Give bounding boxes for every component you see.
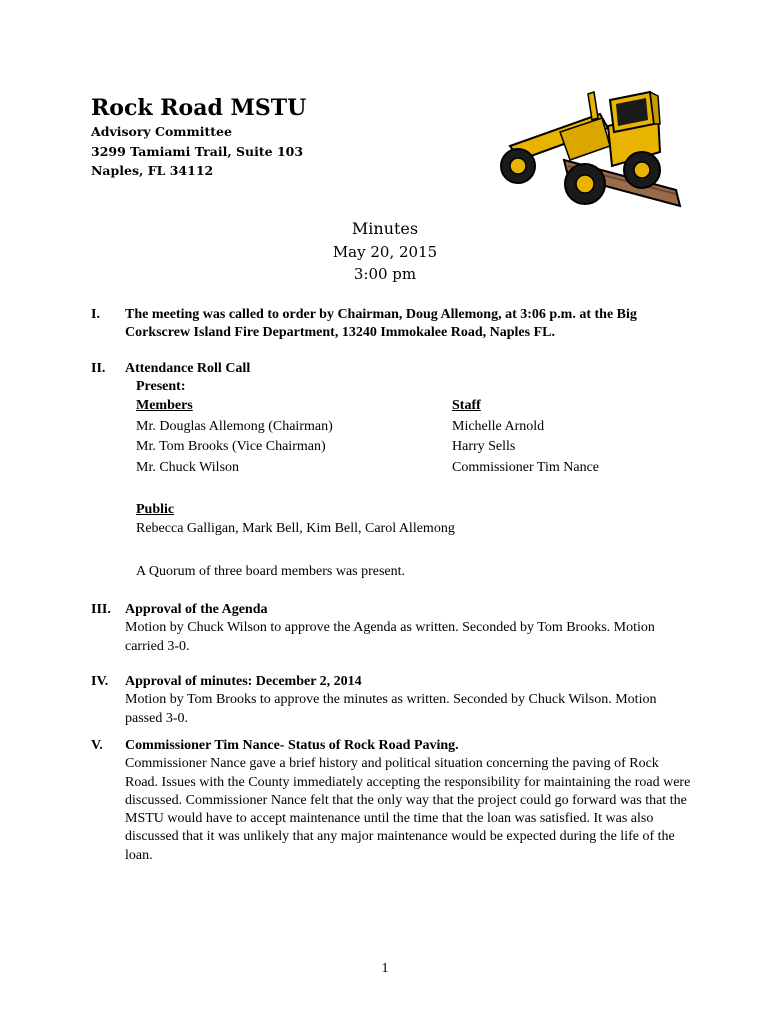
staff-name: Harry Sells	[452, 439, 516, 454]
section-call-to-order	[91, 306, 691, 343]
member-name: Mr. Chuck Wilson	[136, 459, 240, 475]
section-number: V.	[91, 738, 103, 753]
organization-name: Rock Road MSTU	[91, 95, 307, 121]
member-name: Mr. Tom Brooks (Vice Chairman)	[136, 439, 326, 454]
present-label: Present:	[136, 379, 186, 395]
public-heading: Public	[136, 502, 175, 517]
section-attendance	[91, 360, 691, 590]
meeting-time: 3:00 pm	[353, 265, 417, 283]
section-title: Approval of the Agenda	[125, 602, 268, 617]
section-number: I.	[91, 307, 100, 322]
address-line-1: 3299 Tamiami Trail, Suite 103	[91, 143, 304, 159]
address-line-2: Naples, FL 34112	[91, 163, 214, 178]
section-number: IV.	[91, 674, 109, 689]
section-text: Motion by Tom Brooks to approve the minutes as written. Seconded by Chuck Wilson. Motion passed 3-0.	[125, 692, 657, 726]
staff-column	[452, 396, 599, 478]
page-number: 1	[381, 961, 389, 976]
section-number: II.	[91, 361, 106, 376]
document-title: Minutes	[351, 219, 419, 238]
section-agenda-approval	[91, 601, 691, 656]
section-title: Attendance Roll Call	[125, 361, 251, 376]
section-title: Approval of minutes: December 2, 2014	[125, 674, 362, 689]
committee-name: Advisory Committee	[91, 124, 232, 139]
public-names: Rebecca Galligan, Mark Bell, Kim Bell, Carol Allemong	[136, 521, 455, 536]
section-text: The meeting was called to order by Chairman, Doug Allemong, at 3:06 p.m. at the Big Corkscrew Island Fire Department, 13240 Immokalee Road, Naples FL.	[125, 307, 637, 341]
quorum-statement: A Quorum of three board members was present.	[136, 564, 406, 579]
members-heading: Members	[136, 398, 193, 413]
public-attendees	[136, 500, 455, 538]
members-column	[136, 396, 333, 478]
staff-name: Commissioner Tim Nance	[452, 459, 600, 475]
section-minutes-approval	[91, 673, 691, 728]
staff-heading: Staff	[452, 398, 481, 413]
staff-name: Michelle Arnold	[452, 418, 545, 434]
section-text: Commissioner Nance gave a brief history and political situation concerning the paving of Rock Road. Issues with the County immediately accepting the responsibility for maintaining the road were discussed. Commissioner Nance felt that the only way that the project could go forward was that the MSTU would have to accept maintenance until the time that the loan was satisfied. It was also discussed that it was unlikely that any major maintenance would be expected during the life of the loan.	[125, 756, 691, 863]
section-paving-status	[91, 737, 691, 865]
motor-grader-logo	[490, 88, 690, 216]
section-number: III.	[91, 602, 111, 617]
organization-header	[91, 94, 306, 181]
meeting-date: May 20, 2015	[332, 243, 438, 261]
section-title: Commissioner Tim Nance- Status of Rock Road Paving.	[125, 738, 459, 753]
section-text: Motion by Chuck Wilson to approve the Agenda as written. Seconded by Tom Brooks. Motion carried 3-0.	[125, 620, 655, 654]
member-name: Mr. Douglas Allemong (Chairman)	[136, 418, 333, 434]
